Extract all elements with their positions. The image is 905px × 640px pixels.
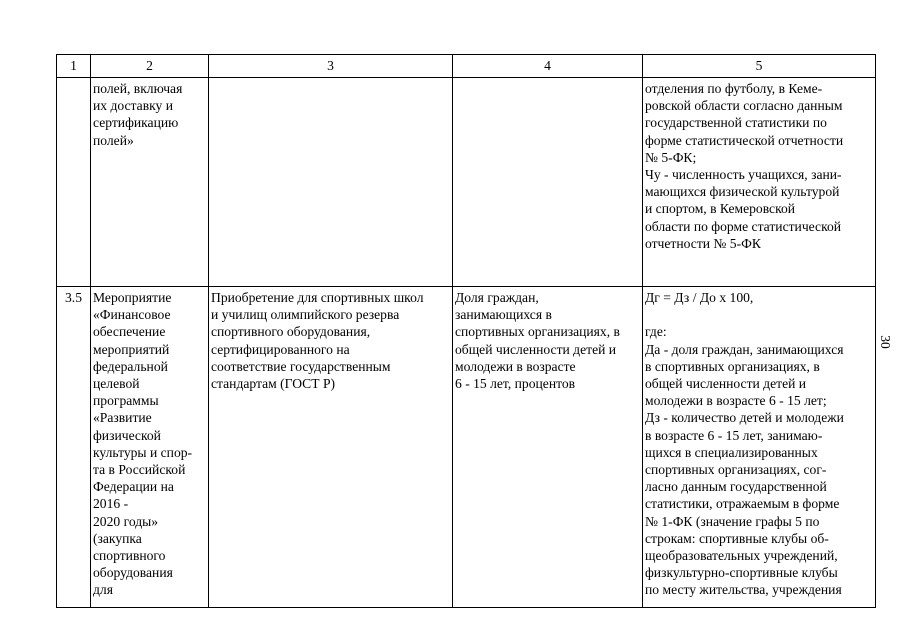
text-line: форме статистической отчетности [645, 132, 844, 148]
text-line: 6 - 15 лет, процентов [455, 376, 576, 392]
column-header-3: 3 [209, 55, 453, 78]
text-line: культуры и спор- [93, 444, 193, 460]
column-header-4: 4 [453, 55, 643, 78]
text-line: Дг = Дз / До х 100, [645, 290, 754, 305]
text-line: по месту жительства, учреждения [645, 582, 842, 598]
text-line: Да - доля граждан, занимающихся [645, 341, 844, 357]
text-line: отделения по футболу, в Кеме- [645, 81, 823, 96]
text-line: области по форме статистической [645, 218, 842, 234]
text-line: молодежи в возрасте 6 - 15 лет; [645, 393, 827, 409]
text-line: сертификацию [93, 115, 179, 131]
text-line: щеобразовательных учреждений, [645, 548, 838, 564]
text-line: полей» [93, 132, 134, 148]
text-line: и училищ олимпийского резерва [211, 307, 400, 323]
text-line: № 1-ФК (значение графы 5 по [645, 513, 820, 529]
text-line: «Финансовое [93, 307, 171, 323]
text-line [645, 306, 873, 323]
text-line: мающихся физической культурой [645, 184, 840, 200]
text-line: физкультурно-спортивные клубы [645, 565, 838, 581]
text-line: стандартам (ГОСТ Р) [211, 376, 336, 392]
column-header-1: 1 [57, 55, 91, 78]
activity-description-cell [209, 78, 453, 287]
text-line: общей численности детей и [645, 376, 807, 392]
table-row [57, 78, 876, 287]
text-line: занимающихся в [455, 307, 552, 323]
text-line: федеральной [93, 358, 168, 374]
text-line: где: [645, 324, 667, 340]
text-line: Доля граждан, [455, 290, 539, 305]
text-line: общей численности детей и [455, 341, 617, 357]
text-line: в возрасте 6 - 15 лет, занимаю- [645, 427, 823, 443]
text-line: в спортивных организациях, в [645, 358, 820, 374]
text-line: программы [93, 393, 159, 409]
text-line: целевой [93, 376, 140, 392]
text-line: физической [93, 427, 161, 443]
text-line: и спортом, в Кемеровской [645, 201, 796, 217]
text-line: щихся в специализированных [645, 444, 818, 460]
text-line: спортивного [93, 548, 166, 564]
text-line: «Развитие [93, 410, 152, 426]
calculation-method-cell [643, 287, 876, 608]
calculation-method-cell [643, 78, 876, 287]
text-line: та в Российской [93, 462, 186, 478]
text-line: мероприятий [93, 341, 170, 357]
activity-name-cell [91, 78, 209, 287]
activity-description-cell [209, 287, 453, 608]
text-line: статистики, отражаемым в форме [645, 496, 840, 512]
page-number: 30 [878, 335, 893, 349]
text-line: спортивного оборудования, [211, 324, 371, 340]
document-table [56, 54, 876, 608]
text-line: соответствие государственным [211, 358, 391, 374]
text-line: ласно данным государственной [645, 479, 827, 495]
text-line: спортивных организациях, сог- [645, 462, 827, 478]
text-line: Приобретение для спортивных школ [211, 290, 424, 305]
text-line: спортивных организациях, в [455, 324, 620, 340]
text-line: отчетности № 5-ФК [645, 235, 761, 251]
row-number-cell [57, 78, 91, 287]
text-line: ровской области согласно данным [645, 98, 843, 114]
text-line: оборудования [93, 565, 173, 581]
table-header-row [57, 55, 876, 78]
column-header-2: 2 [91, 55, 209, 78]
text-line: молодежи в возрасте [455, 358, 576, 374]
text-line: для [93, 582, 113, 598]
text-line: (закупка [93, 530, 142, 546]
row-number-cell: 3.5 [57, 287, 91, 608]
text-line: полей, включая [93, 81, 183, 96]
text-line: государственной статистики по [645, 115, 827, 131]
text-line: строкам: спортивные клубы об- [645, 530, 829, 546]
text-line: 2016 - [93, 496, 129, 512]
text-line: их доставку и [93, 98, 173, 114]
indicator-cell [453, 287, 643, 608]
text-line: Мероприятие [93, 290, 172, 305]
indicator-cell [453, 78, 643, 287]
activity-name-cell [91, 287, 209, 608]
text-line: Дз - количество детей и молодежи [645, 410, 844, 426]
text-line: сертифицированного на [211, 341, 350, 357]
text-line: Федерации на [93, 479, 174, 495]
text-line: Чу - численность учащихся, зани- [645, 167, 842, 183]
text-line: № 5-ФК; [645, 149, 697, 165]
text-line: обеспечение [93, 324, 166, 340]
column-header-5: 5 [643, 55, 876, 78]
text-line: 2020 годы» [93, 513, 159, 529]
table-row [57, 287, 876, 608]
